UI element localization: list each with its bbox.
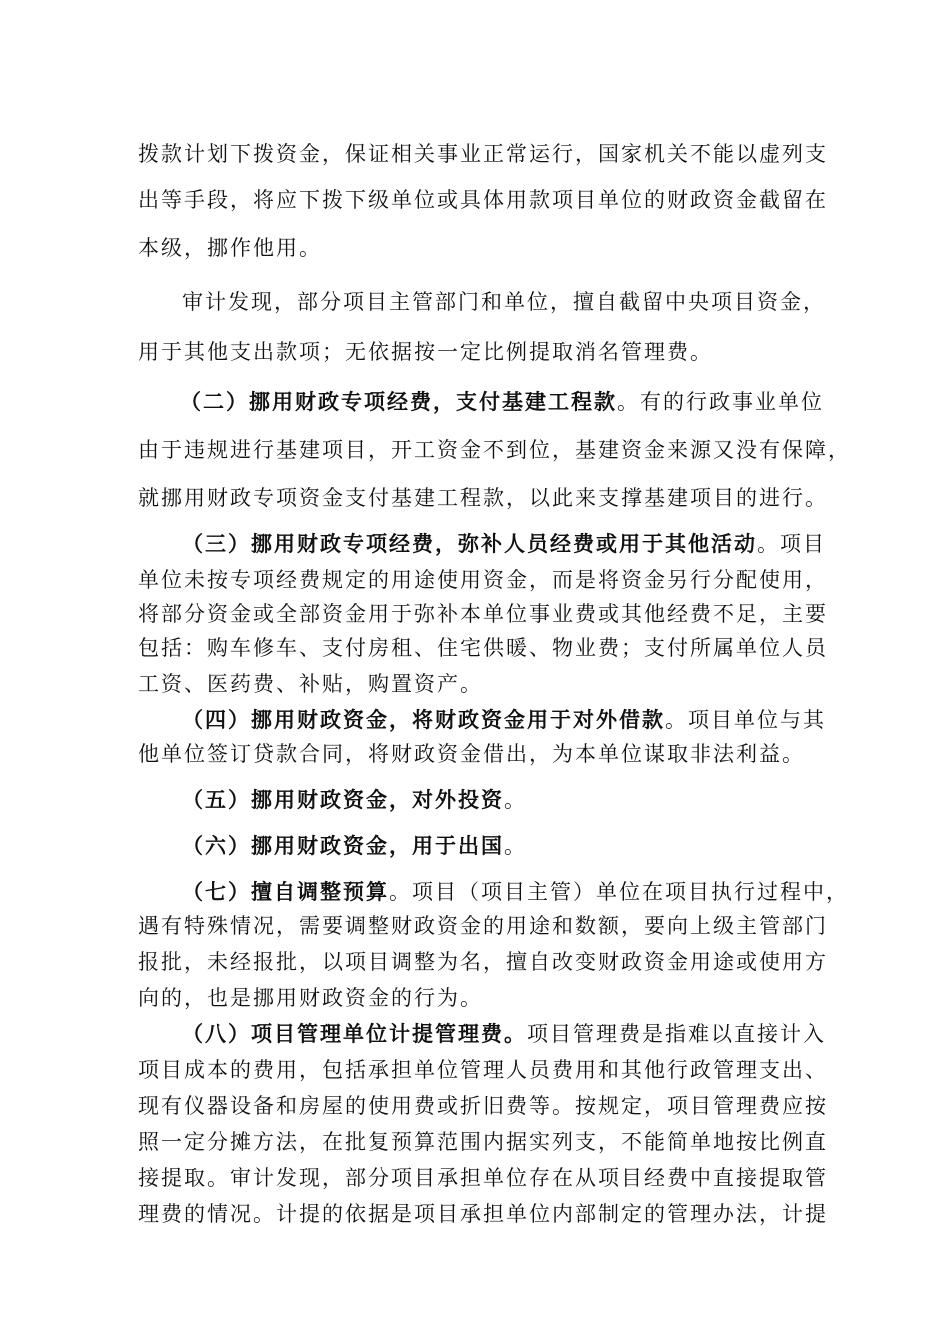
text-line: [138, 338, 818, 366]
text-span: 项目成本的费用，包括承担单位管理人员费用和其他行政管理支出、: [138, 1058, 828, 1082]
section-heading: （五）挪用财政资金，对外投资: [182, 787, 504, 812]
text-line: [138, 1128, 828, 1156]
text-span: 照一定分摊方法，在批复预算范围内据实列支，不能简单地按比例直: [138, 1130, 828, 1154]
text-line: [182, 530, 862, 558]
text-line: [182, 878, 862, 906]
text-span: 遇有特殊情况，需要调整财政资金的用途和数额，要向上级主管部门: [138, 914, 828, 938]
text-span: 。: [504, 788, 527, 812]
text-line: [138, 234, 818, 262]
text-span: 。项目: [757, 532, 826, 556]
text-span: 就挪用财政专项资金支付基建工程款，以此来支撑基建项目的进行。: [138, 486, 828, 510]
text-line: [138, 948, 828, 976]
text-line: [138, 1092, 828, 1120]
section-heading: （八）项目管理单位计提管理费。: [182, 1021, 527, 1046]
text-line: [182, 786, 862, 814]
section-heading: （七）擅自调整预算: [182, 879, 389, 904]
text-span: 出等手段，将应下拨下级单位或具体用款项目单位的财政资金截留在: [138, 188, 828, 212]
section-heading: （四）挪用财政资金，将财政资金用于对外借款: [182, 707, 665, 732]
text-line: [138, 912, 828, 940]
text-span: 接提取。审计发现，部分项目承担单位存在从项目经费中直接提取管: [138, 1166, 828, 1190]
text-line: [180, 388, 860, 416]
text-line: [138, 140, 828, 168]
text-span: 。: [504, 834, 527, 858]
text-span: 。项目（项目主管）单位在项目执行过程中，: [389, 880, 849, 904]
text-span: 理费的情况。计提的依据是项目承担单位内部制定的管理办法，计提: [138, 1202, 828, 1226]
text-line: [138, 600, 828, 628]
text-line: [182, 706, 862, 734]
text-span: 拨款计划下拨资金，保证相关事业正常运行，国家机关不能以虚列支: [138, 142, 828, 166]
text-span: 现有仪器设备和房屋的使用费或折旧费等。按规定，项目管理费应按: [138, 1094, 828, 1118]
text-line: [138, 634, 828, 662]
text-line: [182, 288, 862, 316]
text-line: [182, 1020, 862, 1048]
text-line: [138, 670, 818, 698]
section-heading: （三）挪用财政专项经费，弥补人员经费或用于其他活动: [182, 531, 757, 556]
text-line: [138, 1200, 828, 1228]
text-span: 包括：购车修车、支付房租、住宅供暖、物业费；支付所属单位人员: [138, 636, 828, 660]
text-span: 将部分资金或全部资金用于弥补本单位事业费或其他经费不足，主要: [138, 602, 828, 626]
text-line: [138, 566, 828, 594]
text-line: [138, 484, 828, 512]
text-line: [138, 1164, 828, 1192]
text-line: [138, 186, 828, 214]
text-line: [182, 832, 862, 860]
section-heading: （二）挪用财政专项经费，支付基建工程款: [180, 389, 617, 414]
text-line: [138, 1056, 828, 1084]
text-span: 。有的行政事业单位: [617, 390, 824, 414]
text-span: 项目管理费是指难以直接计入: [527, 1022, 826, 1046]
text-span: 他单位签订贷款合同，将财政资金借出，为本单位谋取非法利益。: [138, 742, 805, 766]
text-span: 工资、医药费、补贴，购置资产。: [138, 672, 483, 696]
text-span: 审计发现，部分项目主管部门和单位，擅自截留中央项目资金，: [182, 290, 826, 314]
text-span: 单位未按专项经费规定的用途使用资金，而是将资金另行分配使用，: [138, 568, 828, 592]
text-span: 本级，挪作他用。: [138, 236, 322, 260]
text-span: 向的，也是挪用财政资金的行为。: [138, 986, 483, 1010]
text-line: [138, 436, 851, 464]
text-span: 。项目单位与其: [665, 708, 826, 732]
text-line: [138, 984, 818, 1012]
text-span: 由于违规进行基建项目，开工资金不到位，基建资金来源又没有保障，: [138, 438, 851, 462]
text-span: 用于其他支出款项；无依据按一定比例提取消名管理费。: [138, 340, 713, 364]
text-line: [138, 740, 818, 768]
text-span: 报批，未经报批，以项目调整为名，擅自改变财政资金用途或使用方: [138, 950, 828, 974]
section-heading: （六）挪用财政资金，用于出国: [182, 833, 504, 858]
